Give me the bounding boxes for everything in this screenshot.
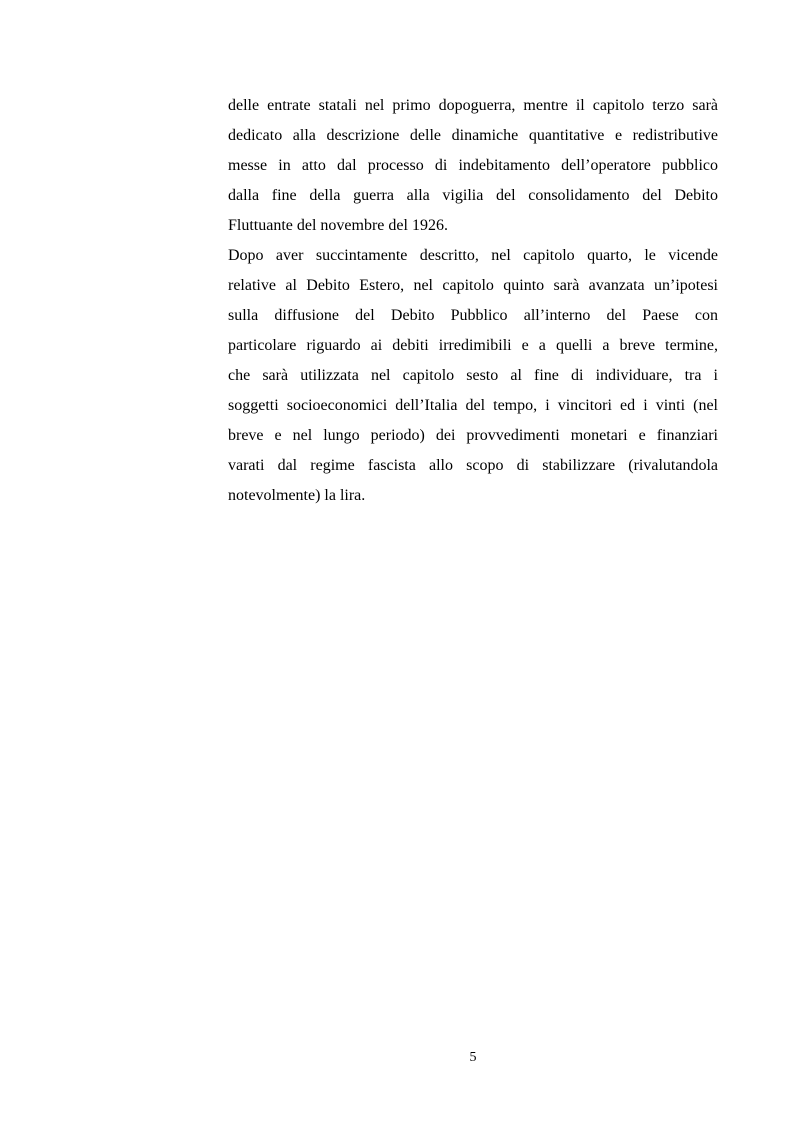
text-line: Dopo aver succintamente descritto, nel capitolo quarto, le vicende (228, 247, 718, 264)
page-number: 5 (469, 1050, 477, 1065)
text-line: messe in atto dal processo di indebitamento dell’operatore pubblico (228, 157, 718, 174)
text-line: delle entrate statali nel primo dopoguerra, mentre il capitolo terzo sarà (228, 97, 718, 114)
paragraph (228, 241, 718, 511)
text-line: dedicato alla descrizione delle dinamiche quantitative e redistributive (228, 127, 718, 144)
text-line: sulla diffusione del Debito Pubblico all’interno del Paese con (228, 307, 718, 324)
text-line: che sarà utilizzata nel capitolo sesto al fine di individuare, tra i (228, 367, 718, 384)
text-line: dalla fine della guerra alla vigilia del consolidamento del Debito (228, 187, 718, 204)
text-line: notevolmente) la lira. (228, 487, 366, 504)
text-line: relative al Debito Estero, nel capitolo quinto sarà avanzata un’ipotesi (228, 277, 718, 294)
text-line: varati dal regime fascista allo scopo di stabilizzare (rivalutandola (228, 457, 718, 474)
text-line: particolare riguardo ai debiti irredimibili e a quelli a breve termine, (228, 337, 718, 354)
text-line: breve e nel lungo periodo) dei provvedimenti monetari e finanziari (228, 427, 718, 444)
text-line: soggetti socioeconomici dell’Italia del tempo, i vincitori ed i vinti (nel (228, 397, 718, 414)
body-text (228, 91, 718, 511)
text-line: Fluttuante del novembre del 1926. (228, 217, 448, 234)
paragraph (228, 91, 718, 241)
